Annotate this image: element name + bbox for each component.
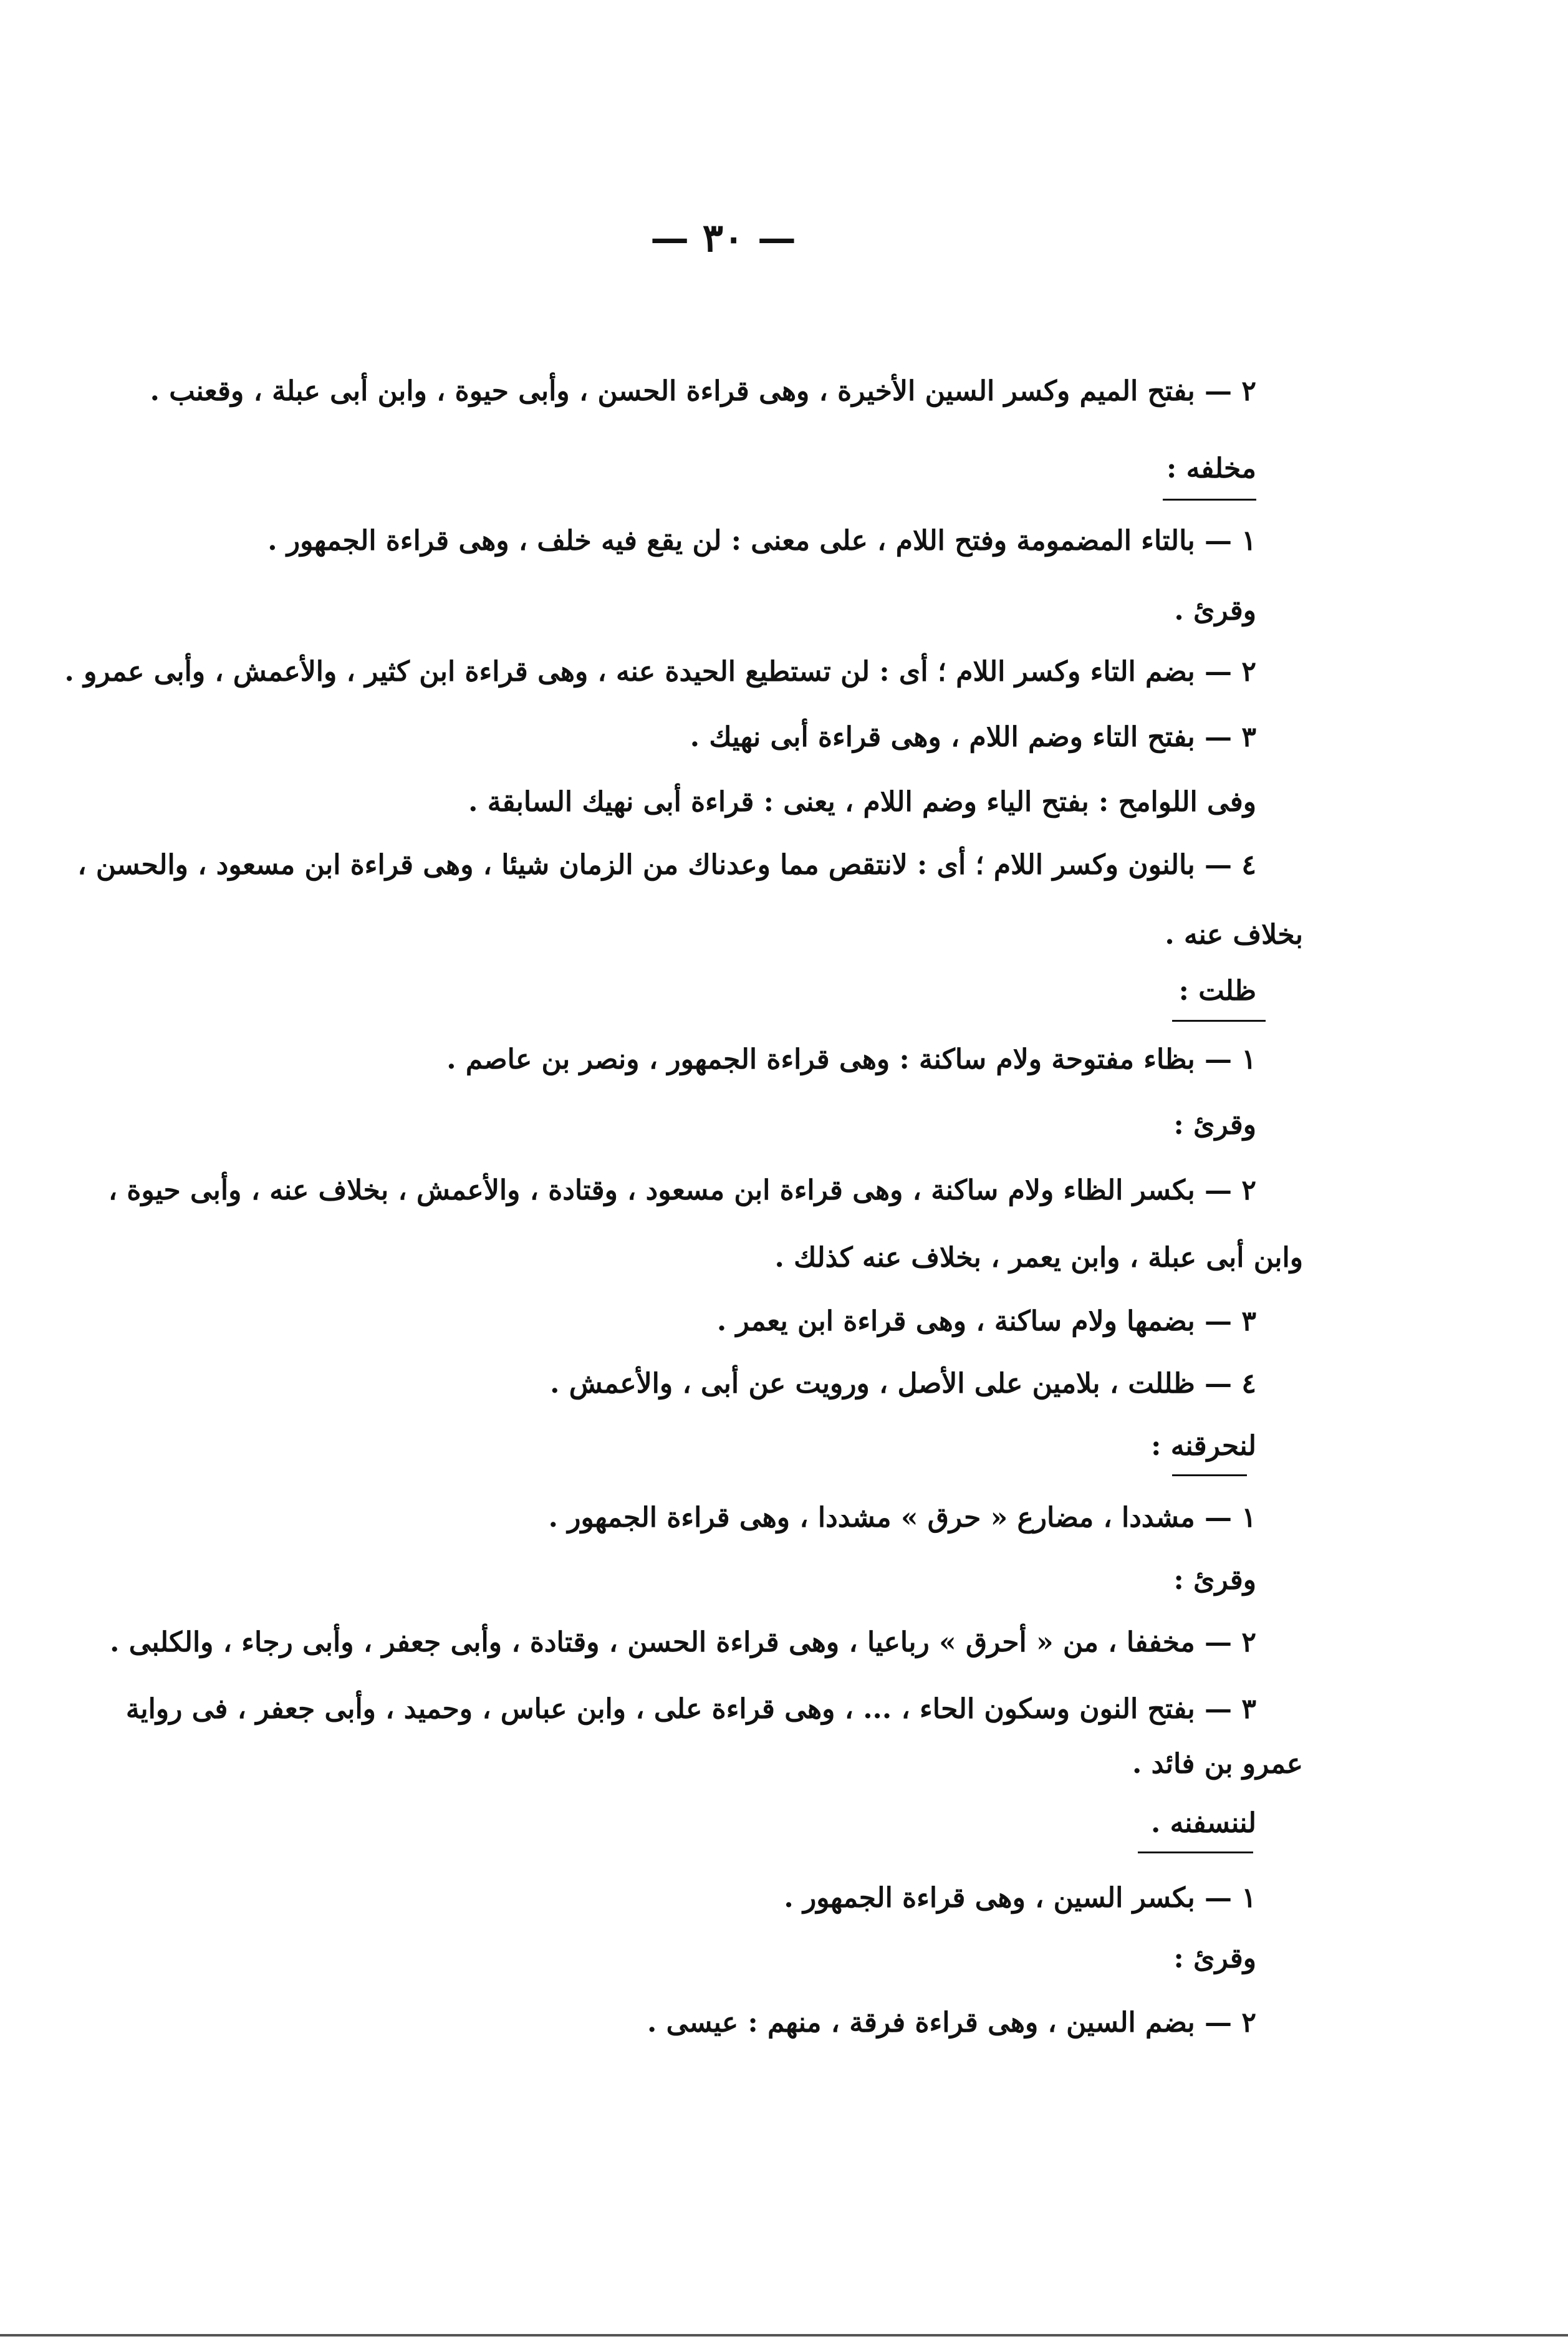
text-line: ١ — بكسر السين ، وهى قراءة الجمهور . <box>784 1882 1256 1914</box>
text-line: وفى اللوامح : بفتح الياء وضم اللام ، يعنى : قراءة أبى نهيك السابقة . <box>468 786 1256 818</box>
heading-underline <box>1172 1020 1266 1022</box>
text-line: ٤ — ظللت ، بلامين على الأصل ، ورويت عن أبى ، والأعمش . <box>550 1368 1256 1400</box>
text-line: بخلاف عنه . <box>1165 919 1303 951</box>
text-line: وابن أبى عبلة ، وابن يعمر ، بخلاف عنه كذلك . <box>774 1242 1303 1274</box>
page-bottom-border <box>0 2334 1568 2337</box>
section-heading: لنحرقنه : <box>1151 1430 1256 1462</box>
section-heading: لننسفنه . <box>1151 1807 1256 1839</box>
text-line: ١ — بظاء مفتوحة ولام ساكنة : وهى قراءة الجمهور ، ونصر بن عاصم . <box>446 1044 1256 1075</box>
page-number: — ٣٠ — <box>650 215 796 261</box>
text-line: وقرئ : <box>1173 1109 1256 1141</box>
text-line: ٤ — بالنون وكسر اللام ؛ أى : لانتقص مما وعدناك من الزمان شيئا ، وهى قراءة ابن مسعود ، والحسن ، <box>77 849 1256 881</box>
heading-underline <box>1138 1852 1253 1853</box>
text-line: ١ — مشددا ، مضارع « حرق » مشددا ، وهى قراءة الجمهور . <box>548 1502 1256 1534</box>
text-line: ٢ — مخففا ، من « أحرق » رباعيا ، وهى قراءة الحسن ، وقتادة ، وأبى جعفر ، وأبى رجاء ، والكلبى . <box>110 1626 1256 1658</box>
heading-underline <box>1163 499 1256 501</box>
text-line: وقرئ . <box>1174 595 1256 627</box>
section-heading: مخلفه : <box>1166 453 1256 484</box>
text-line: ٣ — بضمها ولام ساكنة ، وهى قراءة ابن يعمر . <box>716 1305 1256 1337</box>
text-line: ٢ — بفتح الميم وكسر السين الأخيرة ، وهى قراءة الحسن ، وأبى حيوة ، وابن أبى عبلة ، وقعنب . <box>150 375 1256 407</box>
text-line: وقرئ : <box>1173 1943 1256 1974</box>
text-line: وقرئ : <box>1173 1564 1256 1596</box>
text-line: عمرو بن فائد . <box>1132 1748 1303 1780</box>
text-line: ٢ — بضم التاء وكسر اللام ؛ أى : لن تستطيع الحيدة عنه ، وهى قراءة ابن كثير ، والأعمش ، وأبى عمرو . <box>64 656 1256 688</box>
text-line: ٣ — بفتح النون وسكون الحاء ، ... ، وهى قراءة على ، وابن عباس ، وحميد ، وأبى جعفر ، فى رواية <box>125 1693 1256 1725</box>
text-line: ٢ — بكسر الظاء ولام ساكنة ، وهى قراءة ابن مسعود ، وقتادة ، والأعمش ، بخلاف عنه ، وأبى حيوة ، <box>108 1174 1256 1206</box>
heading-underline <box>1172 1474 1247 1476</box>
text-line: ٢ — بضم السين ، وهى قراءة فرقة ، منهم : عيسى . <box>647 2007 1256 2039</box>
section-heading: ظلت : <box>1178 975 1256 1007</box>
text-line: ٣ — بفتح التاء وضم اللام ، وهى قراءة أبى نهيك . <box>690 721 1256 753</box>
text-line: ١ — بالتاء المضمومة وفتح اللام ، على معنى : لن يقع فيه خلف ، وهى قراءة الجمهور . <box>267 525 1256 557</box>
